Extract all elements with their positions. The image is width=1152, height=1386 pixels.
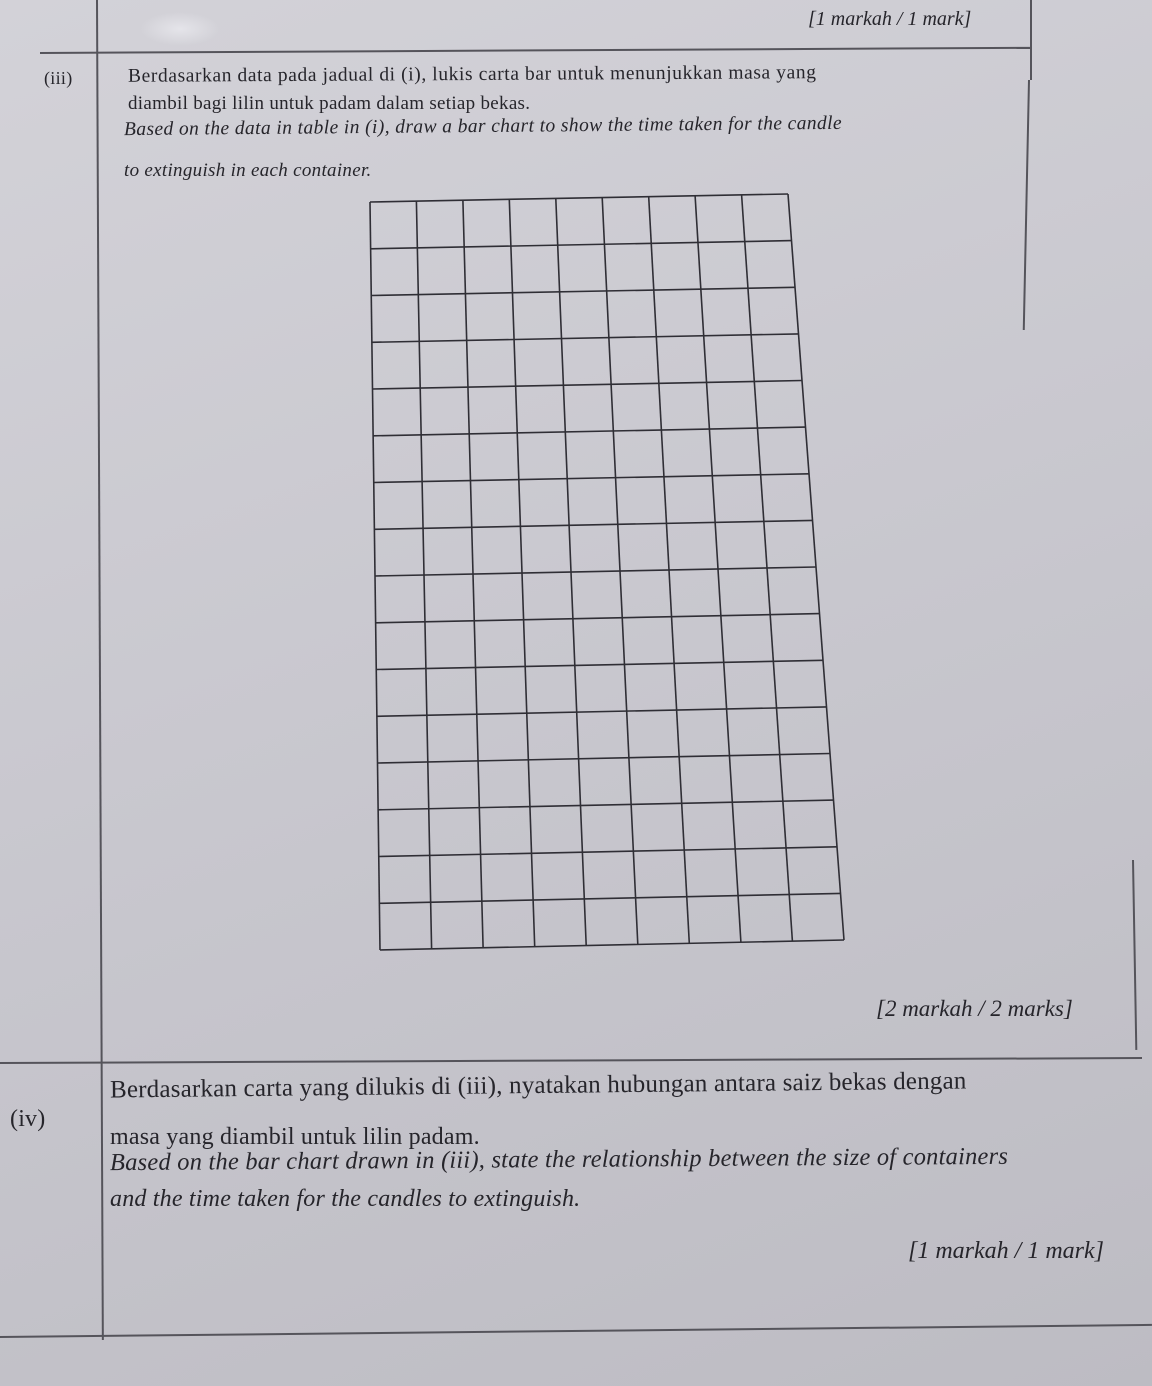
question-iv-malay-line2: masa yang diambil untuk lilin padam.: [110, 1124, 480, 1150]
grid-row-line: [375, 567, 816, 576]
grid-row-line: [373, 381, 803, 390]
row-divider-top: [40, 47, 1030, 54]
grid-row-line: [379, 893, 840, 903]
row-divider-bottom: [0, 1324, 1152, 1338]
grid-row-line: [376, 614, 820, 623]
grid-row-line: [379, 847, 837, 857]
right-border-lower: [1023, 80, 1030, 330]
question-iv-english-line1: Based on the bar chart drawn in (iii), state the relationship between the size of containers: [109, 1142, 1009, 1177]
question-iii-malay-line1: Berdasarkan data pada jadual di (i), lukis carta bar untuk menunjukkan masa yang: [127, 62, 817, 87]
left-column-divider: [96, 0, 104, 1340]
mark-label-top: [1 markah / 1 mark]: [808, 8, 972, 30]
mark-label-iii: [2 markah / 2 marks]: [876, 996, 1073, 1021]
question-iv-malay-line1: Berdasarkan carta yang dilukis di (iii), nyatakan hubungan antara saiz bekas dengan: [109, 1067, 967, 1104]
question-number-iii: (iii): [44, 68, 73, 88]
grid-row-line: [372, 334, 799, 342]
question-iii-english-line2: to extinguish in each container.: [124, 160, 372, 181]
grid-row-line: [377, 707, 827, 716]
grid-row-line: [374, 520, 812, 529]
grid-row-line: [378, 754, 831, 764]
grid-row-line: [378, 800, 833, 810]
grid-row-line: [376, 660, 823, 669]
grid-row-line: [371, 287, 795, 295]
question-number-iv: (iv): [10, 1106, 46, 1132]
question-iii-english-line1: Based on the data in table in (i), draw a bar chart to show the time taken for the candle: [123, 112, 843, 141]
question-iv-english-line2: and the time taken for the candles to extinguish.: [110, 1186, 581, 1212]
right-border: [1030, 0, 1032, 80]
right-border-bottom: [1132, 860, 1137, 1050]
paper-smudge: [140, 12, 220, 46]
question-iii-malay-line2: diambil bagi lilin untuk padam dalam setiap bekas.: [128, 93, 531, 114]
grid-row-line: [371, 241, 792, 249]
grid-row-line: [370, 194, 788, 202]
row-divider-middle: [0, 1057, 1142, 1064]
grid-row-line: [374, 474, 809, 483]
grid-row-line: [373, 427, 805, 436]
bar-chart-grid[interactable]: [368, 192, 848, 952]
grid-row-line: [380, 940, 844, 950]
mark-label-iv: [1 markah / 1 mark]: [908, 1238, 1104, 1264]
